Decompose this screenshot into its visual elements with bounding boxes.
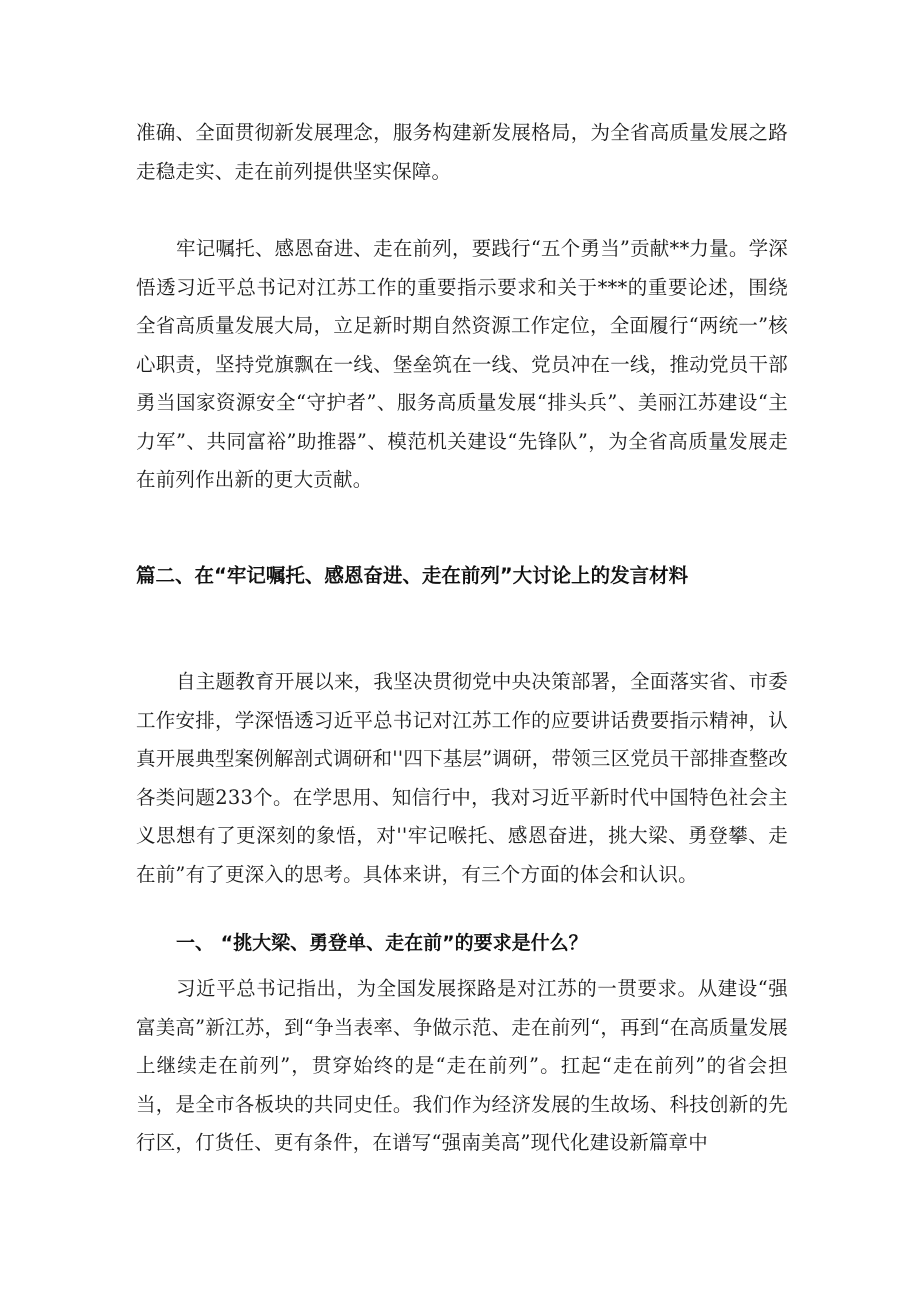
body-paragraph-continued: 准确、全面贯彻新发展理念，服务构建新发展格局，为全省高质量发展之路走稳走实、走在前列提供坚实保障。: [136, 121, 788, 183]
subsection-title: 一、 “挑大梁、勇登单、走在前”的要求是什么？: [176, 932, 588, 954]
section-title: 篇二、在“牢记嘱托、感恩奋进、走在前列”大讨论上的发言材料: [136, 564, 689, 587]
body-paragraph-requirements: 习近平总书记指出，为全国发展探路是对江苏的一贯要求。从建设“强富美高”新江苏，到“争当表率、争做示范、走在前列“，再到“在高质量发展上继续走在前列”，贯穿始终的是“走在前列”。扛起“走在前列”的省会担当，是全市各板块的共同史任。我们作为经济发展的生故场、科技创新的先行区，仃货任、更有条件，在谱写“强南美高”现代化建设新篇章中: [136, 977, 788, 1154]
body-paragraph-five-roles: 牢记嘱托、感恩奋进、走在前列，要践行“五个勇当”贡献**力量。学深悟透习近平总书记对江苏工作的重要指示要求和关于***的重要论述，围绕全省高质量发展大局，立足新时期自然资源工作定位，全面履行“两统一”核心职责，坚持党旗飘在一线、堡垒筑在一线、党员冲在一线，推动党员干部勇当国家资源安全“守护者”、服务高质量发展“排头兵”、美丽江苏建设“主力军”、共同富裕”助推器”、模范机关建设“先锋队”，为全省高质量发展走在前列作出新的更大贡献。: [136, 237, 788, 491]
body-paragraph-intro: 自主题教育开展以来，我坚决贯彻党中央决策部署，全面落实省、市委工作安排，学深悟透习近平总书记对江苏工作的应要讲话费要指示精神，认真开展典型案例解剖式调研和''四下基层”调研，带领三区党员干部排查整改各类问题233个。在学思用、知信行中，我对习近平新时代中国特色社会主义思想有了更深刻的象悟，对''牢记喉托、感恩奋进，挑大梁、勇登攀、走在前”有了更深入的思考。具体来讲，有三个方面的体会和认识。: [136, 670, 788, 886]
